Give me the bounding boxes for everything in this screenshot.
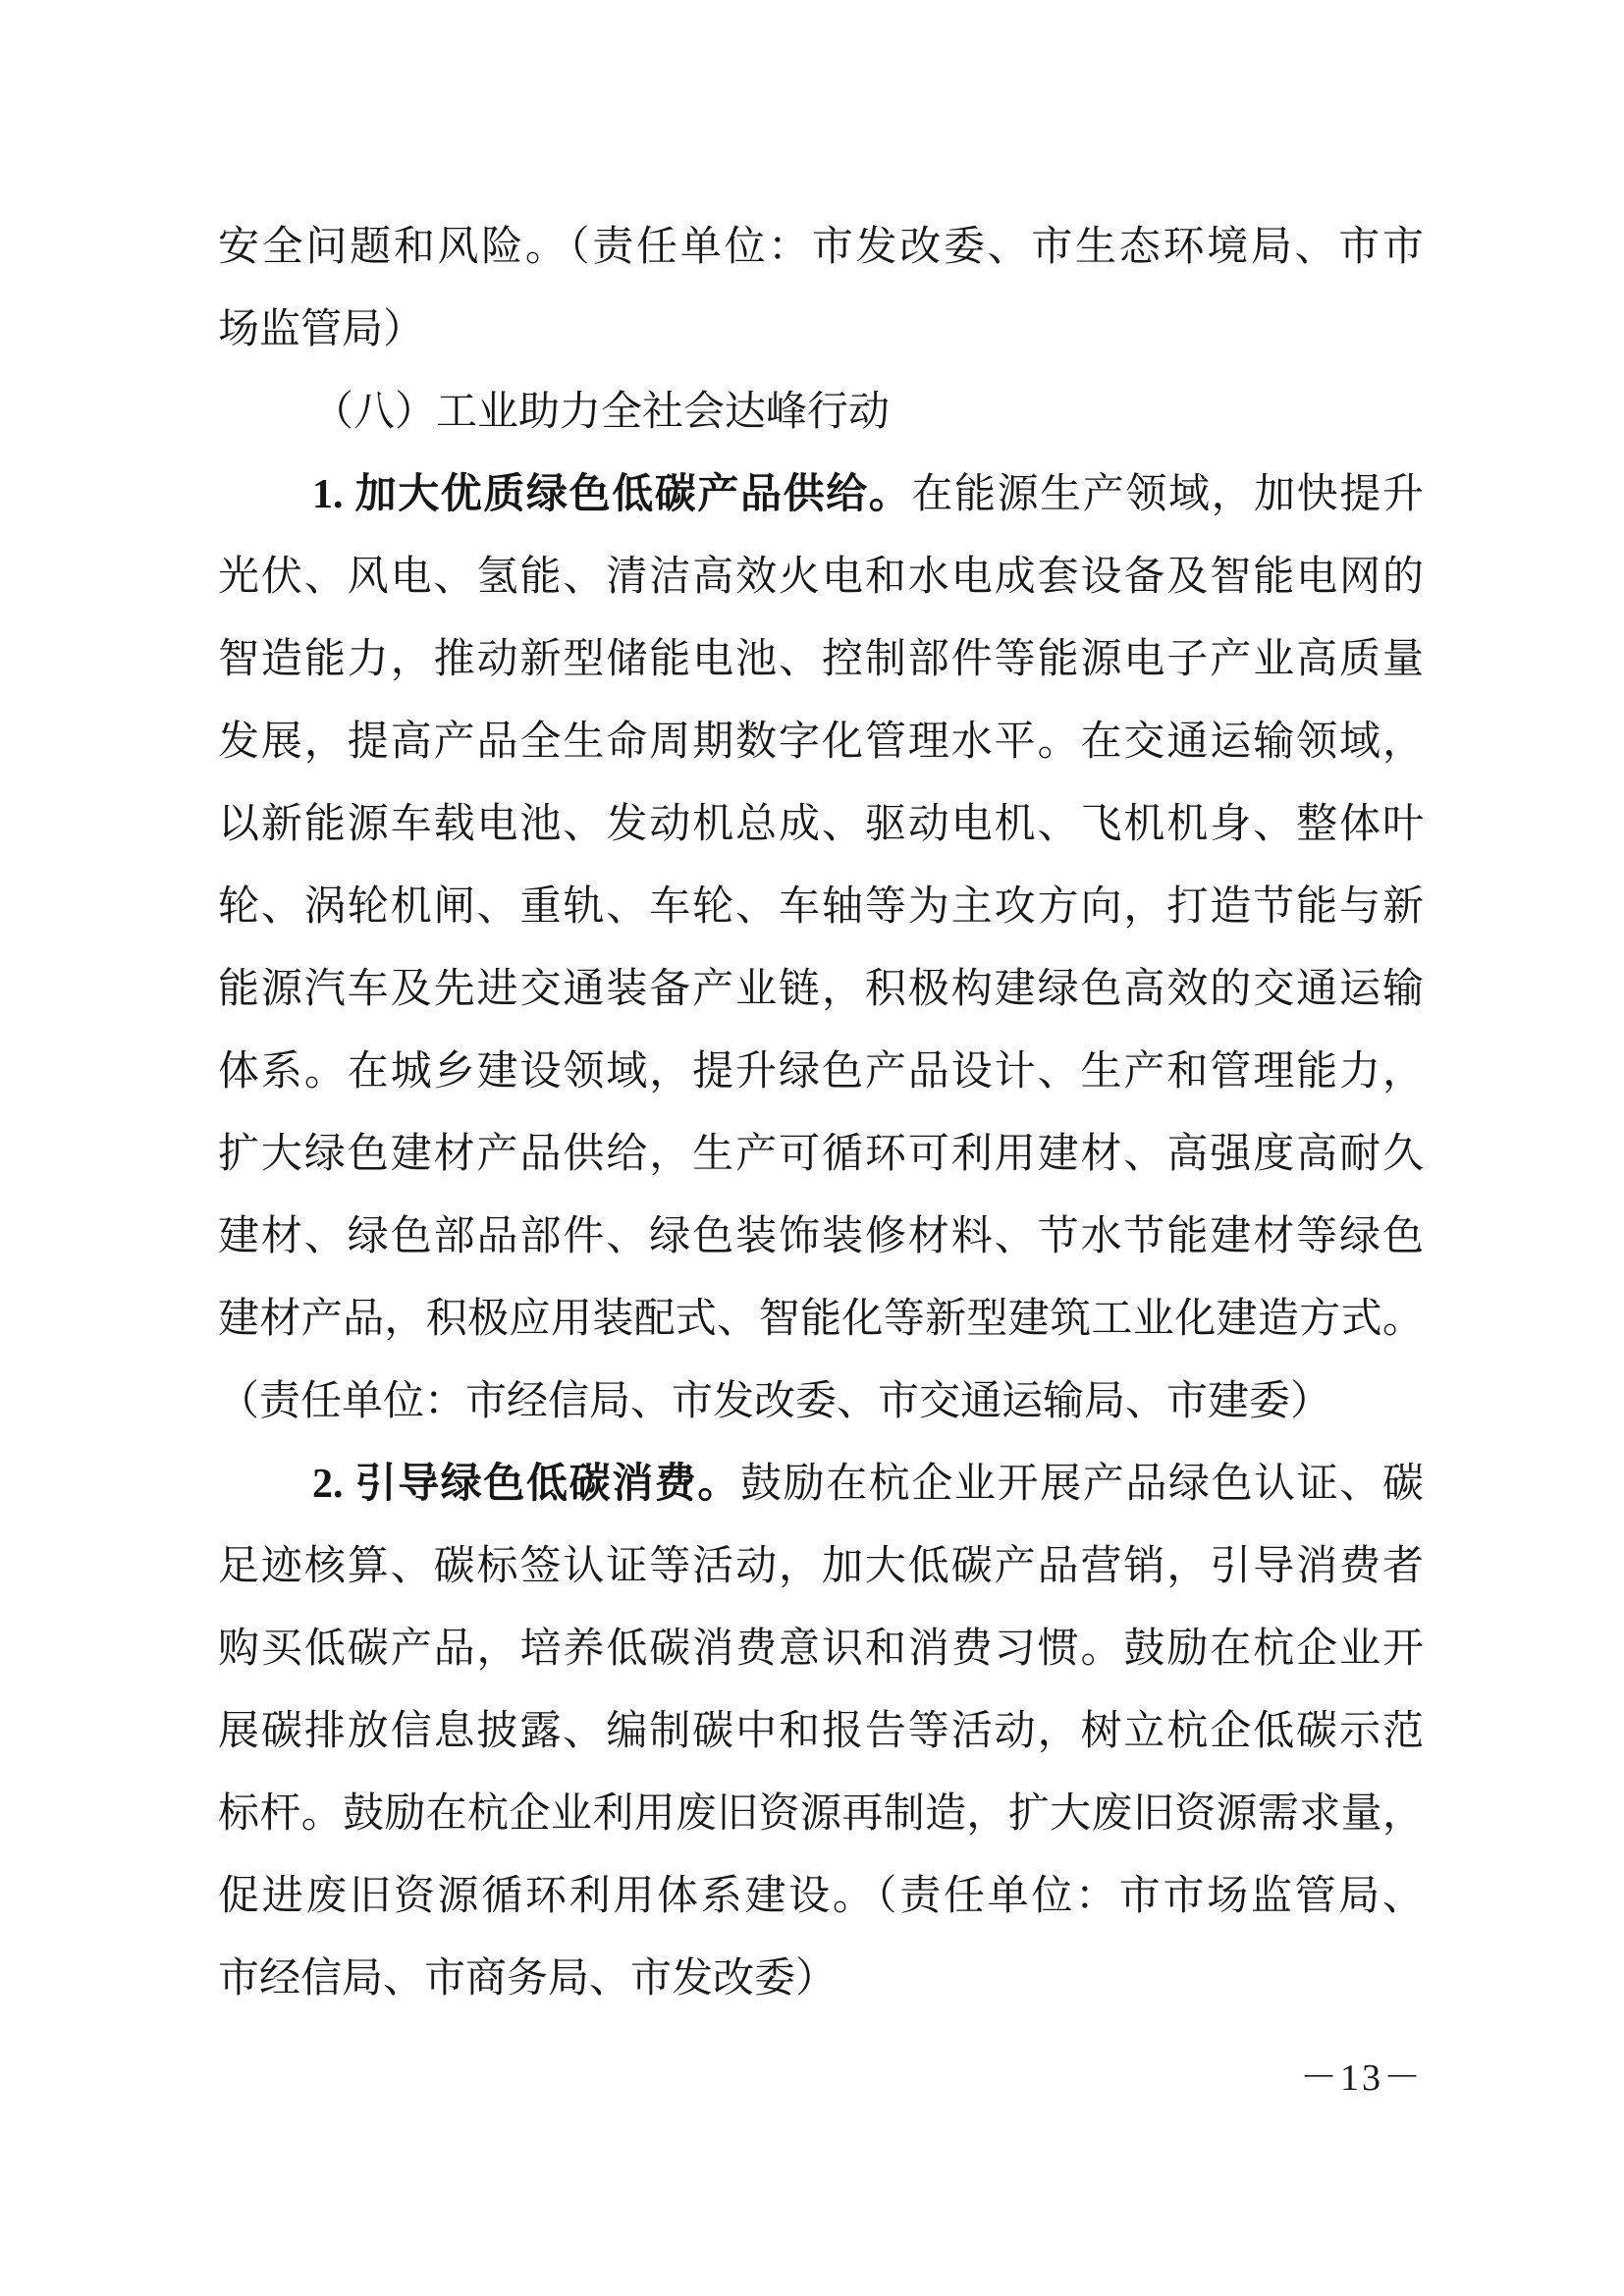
bold-lead-in: 1. 加大优质绿色低碳产品供给。	[312, 472, 912, 517]
paragraph-line	[218, 618, 1424, 701]
paragraph-line	[218, 454, 1424, 536]
paragraph-line	[218, 1196, 1424, 1278]
paragraph-line	[218, 1031, 1424, 1113]
line-text: 轮、涡轮机闸、重轨、车轮、车轴等为主攻方向，打造节能与新	[218, 884, 1424, 930]
paragraph-line	[218, 1443, 1424, 1525]
paragraph-line	[218, 1773, 1424, 1855]
section-heading	[218, 371, 1424, 454]
line-text: （责任单位：市经信局、市发改委、市交通运输局、市建委）	[218, 1379, 1332, 1424]
line-text: 建材、绿色部品部件、绿色装饰装修材料、节水节能建材等绿色	[218, 1214, 1424, 1259]
line-text: 在能源生产领域，加快提升	[911, 472, 1424, 517]
line-text: 标杆。鼓励在杭企业利用废旧资源再制造，扩大废旧资源需求量，	[218, 1791, 1424, 1837]
paragraph-line	[218, 206, 1424, 289]
paragraph-line	[218, 1690, 1424, 1773]
line-text: 智造能力，推动新型储能电池、控制部件等能源电子产业高质量	[218, 637, 1424, 682]
line-text: 光伏、风电、氢能、清洁高效火电和水电成套设备及智能电网的	[218, 555, 1424, 600]
line-text: 购买低碳产品，培养低碳消费意识和消费习惯。鼓励在杭企业开	[218, 1627, 1424, 1672]
paragraph-line	[218, 866, 1424, 948]
line-text: 能源汽车及先进交通装备产业链，积极构建绿色高效的交通运输	[218, 967, 1424, 1012]
line-text: 市经信局、市商务局、市发改委）	[218, 1956, 838, 2002]
line-text: 体系。在城乡建设领域，提升绿色产品设计、生产和管理能力，	[218, 1049, 1424, 1095]
paragraph-line	[218, 1525, 1424, 1608]
responsibility-line	[218, 1361, 1424, 1443]
paragraph-line	[218, 701, 1424, 783]
line-text: 促进废旧资源循环利用体系建设。（责任单位：市市场监管局、	[218, 1874, 1424, 1919]
paragraph-line	[218, 1608, 1424, 1690]
paragraph-line	[218, 783, 1424, 866]
line-text: 扩大绿色建材产品供给，生产可循环可利用建材、高强度高耐久	[218, 1132, 1424, 1177]
line-text: 安全问题和风险。（责任单位：市发改委、市生态环境局、市市	[218, 225, 1424, 270]
bold-lead-in: 2. 引导绿色低碳消费。	[312, 1462, 740, 1507]
line-text: 以新能源车载电池、发动机总成、驱动电机、飞机机身、整体叶	[218, 802, 1424, 847]
page-number: －13－	[1299, 2057, 1424, 2099]
paragraph-line	[218, 1113, 1424, 1196]
line-text: 发展，提高产品全生命周期数字化管理水平。在交通运输领域，	[218, 720, 1424, 765]
line-text: 鼓励在杭企业开展产品绿色认证、碳	[740, 1462, 1424, 1507]
line-text: 展碳排放信息披露、编制碳中和报告等活动，树立杭企低碳示范	[218, 1709, 1424, 1754]
document-text-block	[218, 206, 1424, 2020]
paragraph-line	[218, 948, 1424, 1031]
paragraph-line	[218, 1855, 1424, 1938]
paragraph-line	[218, 1278, 1424, 1361]
responsibility-line	[218, 1938, 1424, 2020]
line-text: 建材产品，积极应用装配式、智能化等新型建筑工业化建造方式。	[218, 1297, 1424, 1342]
heading-text: （八）工业助力全社会达峰行动	[312, 390, 891, 435]
paragraph-line	[218, 289, 1424, 371]
line-text: 场监管局）	[218, 307, 425, 352]
paragraph-line	[218, 536, 1424, 618]
line-text: 足迹核算、碳标签认证等活动，加大低碳产品营销，引导消费者	[218, 1544, 1424, 1589]
